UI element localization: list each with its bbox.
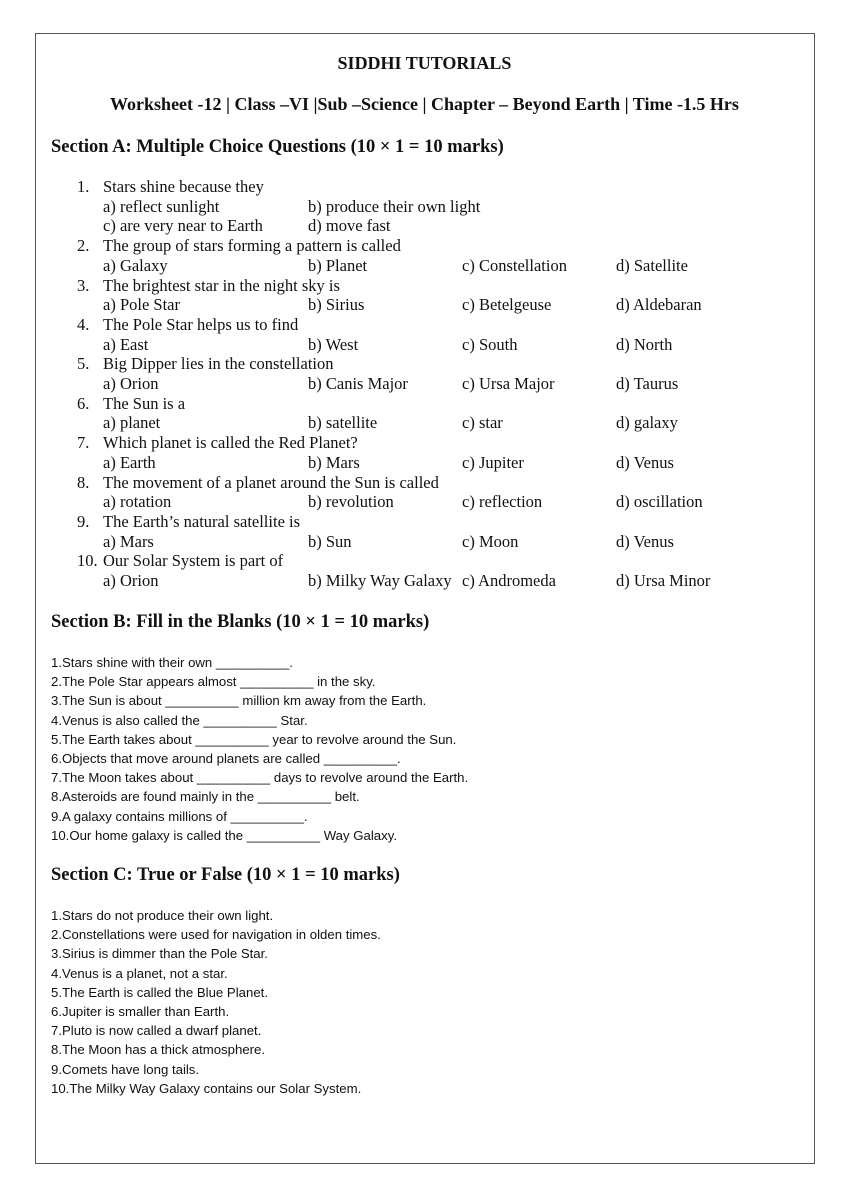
mcq-option: a) Pole Star	[103, 295, 180, 315]
mcq-option: d) Venus	[616, 531, 674, 551]
mcq-option: d) Venus	[616, 452, 674, 472]
mcq-option: c) Jupiter	[462, 452, 524, 472]
true-false-list	[51, 906, 381, 1098]
mcq-option: d) Satellite	[616, 255, 688, 275]
fill-blank-item: 8.Asteroids are found mainly in the __________ belt.	[51, 789, 360, 805]
true-false-item: 5.The Earth is called the Blue Planet.	[51, 984, 268, 1000]
fill-blank-item: 7.The Moon takes about __________ days to revolve around the Earth.	[51, 770, 469, 786]
mcq-option: b) produce their own light	[308, 196, 481, 216]
true-false-item: 8.The Moon has a thick atmosphere.	[51, 1042, 266, 1058]
mcq-option: a) Orion	[103, 374, 159, 393]
mcq-option: d) move fast	[308, 216, 391, 236]
mcq-option: a) Earth	[103, 452, 156, 472]
question-number: 10.	[77, 551, 98, 571]
fill-blank-item: 1.Stars shine with their own __________.	[51, 655, 293, 670]
mcq-option: d) oscillation	[616, 492, 703, 512]
question-text: The brightest star in the night sky is	[103, 275, 340, 295]
question-number: 7.	[77, 433, 90, 453]
mcq-option: b) Canis Major	[308, 374, 408, 393]
fill-blank-item: 9.A galaxy contains millions of __________.	[51, 808, 308, 824]
mcq-option: a) rotation	[103, 492, 172, 512]
true-false-item: 1.Stars do not produce their own light.	[51, 908, 274, 923]
question-number: 9.	[77, 511, 90, 531]
mcq-option: d) Taurus	[616, 374, 679, 393]
mcq-option: a) Orion	[103, 571, 159, 590]
mcq-option: b) West	[308, 334, 359, 354]
mcq-option: d) Aldebaran	[616, 295, 702, 315]
question-text: Which planet is called the Red Planet?	[103, 433, 358, 453]
mcq-option: c) Constellation	[462, 255, 567, 275]
fill-blank-item: 3.The Sun is about __________ million km away from the Earth.	[51, 693, 427, 709]
true-false-item: 6.Jupiter is smaller than Earth.	[51, 1003, 230, 1019]
fill-blank-item: 10.Our home galaxy is called the __________ Way Galaxy.	[51, 827, 398, 843]
question-text: Big Dipper lies in the constellation	[103, 354, 334, 374]
true-false-item: 9.Comets have long tails.	[51, 1061, 200, 1077]
question-number: 6.	[77, 393, 90, 413]
mcq-option: b) Sun	[308, 531, 352, 551]
question-number: 3.	[77, 275, 90, 295]
mcq-option: c) Betelgeuse	[462, 295, 552, 315]
mcq-option: b) Sirius	[308, 295, 365, 315]
section-a-heading: Section A: Multiple Choice Questions (10 × 1 = 10 marks)	[51, 137, 504, 157]
mcq-option: b) revolution	[308, 492, 394, 512]
mcq-option: c) Ursa Major	[462, 374, 555, 393]
question-text: Our Solar System is part of	[103, 551, 284, 571]
true-false-item: 2.Constellations were used for navigation in olden times.	[51, 927, 381, 943]
mcq-option: a) East	[103, 334, 149, 354]
question-text: The Sun is a	[103, 393, 186, 413]
question-number: 1.	[77, 177, 90, 196]
question-text: The group of stars forming a pattern is called	[103, 236, 401, 256]
true-false-item: 10.The Milky Way Galaxy contains our Solar System.	[51, 1080, 362, 1096]
school-name: SIDDHI TUTORIALS	[337, 53, 512, 73]
mcq-option: d) North	[616, 334, 673, 354]
mcq-option: a) planet	[103, 413, 161, 433]
fill-blank-item: 6.Objects that move around planets are called __________.	[51, 750, 401, 766]
worksheet-subtitle: Worksheet -12 | Class –VI |Sub –Science | Chapter – Beyond Earth | Time -1.5 Hrs	[110, 94, 739, 114]
mcq-option: c) star	[462, 413, 503, 433]
mcq-option: b) Milky Way Galaxy	[308, 571, 452, 590]
question-number: 5.	[77, 354, 90, 374]
question-text: The movement of a planet around the Sun is called	[103, 472, 439, 492]
question-text: Stars shine because they	[103, 177, 264, 196]
mcq-option: c) are very near to Earth	[103, 216, 263, 236]
question-number: 2.	[77, 236, 90, 256]
mcq-option: b) satellite	[308, 413, 378, 433]
fill-blank-item: 5.The Earth takes about __________ year to revolve around the Sun.	[51, 731, 457, 747]
mcq-option: c) Andromeda	[462, 571, 556, 590]
fill-in-blanks-list	[51, 653, 468, 845]
question-text: The Earth’s natural satellite is	[103, 511, 301, 531]
mcq-option: b) Planet	[308, 255, 368, 275]
section-b-heading: Section B: Fill in the Blanks (10 × 1 = 10 marks)	[51, 612, 430, 632]
section-c-heading: Section C: True or False (10 × 1 = 10 marks)	[51, 865, 400, 885]
mcq-option: d) Ursa Minor	[616, 571, 711, 590]
question-text: The Pole Star helps us to find	[103, 314, 299, 334]
true-false-item: 7.Pluto is now called a dwarf planet.	[51, 1023, 262, 1039]
question-number: 8.	[77, 472, 90, 492]
mcq-option: a) Mars	[103, 531, 154, 551]
mcq-option: b) Mars	[308, 452, 360, 472]
mcq-option: c) reflection	[462, 492, 543, 512]
true-false-item: 4.Venus is a planet, not a star.	[51, 965, 228, 981]
mcq-option: a) reflect sunlight	[103, 196, 220, 216]
mcq-option: c) South	[462, 334, 518, 354]
mcq-option: a) Galaxy	[103, 255, 168, 275]
fill-blank-item: 2.The Pole Star appears almost __________ in the sky.	[51, 674, 376, 690]
question-number: 4.	[77, 314, 90, 334]
mcq-option: c) Moon	[462, 531, 519, 551]
mcq-option: d) galaxy	[616, 413, 678, 433]
true-false-item: 3.Sirius is dimmer than the Pole Star.	[51, 946, 268, 962]
fill-blank-item: 4.Venus is also called the __________ Star.	[51, 712, 308, 728]
